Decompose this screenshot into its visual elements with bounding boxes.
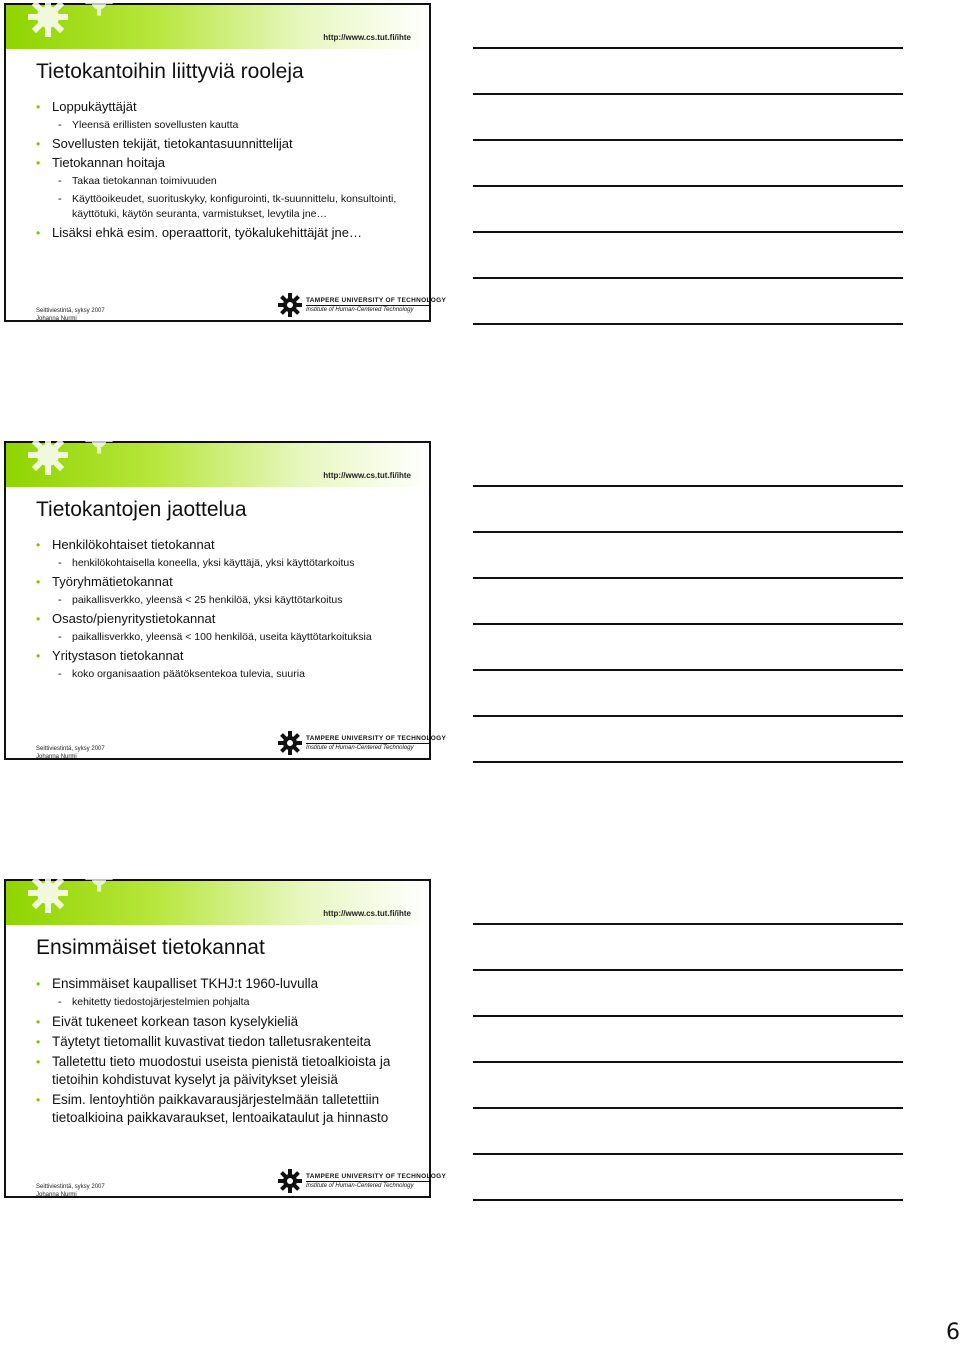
note-line: [473, 1199, 903, 1201]
slide-url: http://www.cs.tut.fi/ihte: [323, 909, 411, 918]
tut-logo-institute: Institute of Human-Centered Technology: [306, 745, 414, 751]
gear-decoration-icon: [26, 433, 70, 477]
slide-footer: [36, 307, 105, 323]
bullet-level-2: - paikallisverkko, yleensä < 100 henkilöä, useita käyttötarkoituksia: [36, 630, 417, 645]
note-line: [473, 669, 903, 671]
slide-title: Ensimmäiset tietokannat: [36, 936, 265, 959]
bullet-level-2: - koko organisaation päätöksentekoa tulevia, suuria: [36, 667, 417, 682]
bullet-level-1: • Tietokannan hoitaja: [36, 155, 417, 171]
note-line: [473, 139, 903, 141]
page-number: 6: [946, 1320, 960, 1345]
bullet-list: [36, 975, 417, 1129]
logo-divider: [306, 743, 430, 744]
bullet-level-1: • Eivät tukeneet korkean tason kyselykieliä: [36, 1013, 417, 1031]
footer-course: Seittiviestintä, syksy 2007: [36, 308, 105, 314]
note-line: [473, 577, 903, 579]
bullet-list: [36, 537, 417, 685]
bullet-level-2: - Takaa tietokannan toimivuuden: [36, 174, 417, 189]
note-line: [473, 715, 903, 717]
bullet-level-2: - paikallisverkko, yleensä < 25 henkilöä, yksi käyttötarkoitus: [36, 593, 417, 608]
note-line: [473, 969, 903, 971]
bullet-level-1: • Työryhmätietokannat: [36, 574, 417, 590]
bullet-level-1: • Esim. lentoyhtiön paikkavarausjärjestelmään talletettiin tietoalkioina paikkavaraukset, lentoaikataulut ja hinnasto: [36, 1091, 417, 1127]
note-line: [473, 531, 903, 533]
tut-logo-name: TAMPERE UNIVERSITY OF TECHNOLOGY: [306, 1173, 447, 1180]
slide-footer: [36, 745, 105, 761]
tut-logo: [278, 731, 447, 757]
bullet-level-2: - Yleensä erillisten sovellusten kautta: [36, 118, 417, 133]
gear-decoration-icon: [84, 425, 114, 455]
slide-footer: [36, 1183, 105, 1199]
footer-course: Seittiviestintä, syksy 2007: [36, 746, 105, 752]
bullet-level-2: - henkilökohtaisella koneella, yksi käyttäjä, yksi käyttötarkoitus: [36, 556, 417, 571]
tut-logo-institute: Institute of Human-Centered Technology: [306, 1183, 414, 1189]
bullet-list: [36, 99, 417, 244]
logo-divider: [306, 1181, 430, 1182]
bullet-level-1: • Sovellusten tekijät, tietokantasuunnittelijat: [36, 136, 417, 152]
bullet-level-2: - kehitetty tiedostojärjestelmien pohjalta: [36, 995, 417, 1010]
slide-url: http://www.cs.tut.fi/ihte: [323, 471, 411, 480]
bullet-level-2: - Käyttöoikeudet, suorituskyky, konfigurointi, tk-suunnittelu, konsultointi, käyttötuki, käytön seuranta, varmistukset, levytila jne…: [36, 192, 417, 222]
slide-title: Tietokantojen jaottelua: [36, 498, 247, 521]
slide-1: [4, 3, 447, 322]
slide-title: Tietokantoihin liittyviä rooleja: [36, 60, 304, 83]
tut-logo: [278, 1169, 447, 1195]
gear-decoration-icon: [84, 863, 114, 893]
slide-2: [4, 441, 447, 760]
footer-author: Johanna Nurmi: [36, 754, 77, 760]
bullet-level-1: • Lisäksi ehkä esim. operaattorit, työkalukehittäjät jne…: [36, 225, 417, 241]
note-line: [473, 485, 903, 487]
note-line: [473, 1015, 903, 1017]
note-line: [473, 185, 903, 187]
note-line: [473, 1061, 903, 1063]
note-line: [473, 1107, 903, 1109]
tut-logo-name: TAMPERE UNIVERSITY OF TECHNOLOGY: [306, 735, 447, 742]
tut-gear-icon: [278, 731, 302, 755]
tut-gear-icon: [278, 1169, 302, 1193]
note-line: [473, 623, 903, 625]
bullet-level-1: • Osasto/pienyritystietokannat: [36, 611, 417, 627]
footer-author: Johanna Nurmi: [36, 316, 77, 322]
note-line: [473, 47, 903, 49]
tut-logo: [278, 293, 447, 319]
tut-gear-icon: [278, 293, 302, 317]
note-line: [473, 1153, 903, 1155]
gear-decoration-icon: [26, 0, 70, 39]
note-line: [473, 761, 903, 763]
tut-logo-institute: Institute of Human-Centered Technology: [306, 307, 414, 313]
note-line: [473, 923, 903, 925]
bullet-level-1: • Talletettu tieto muodostui useista pienistä tietoalkioista ja tietoihin kohdistuvat kyselyt ja päivitykset yleisiä: [36, 1053, 417, 1089]
bullet-level-1: • Ensimmäiset kaupalliset TKHJ:t 1960-luvulla: [36, 975, 417, 993]
bullet-level-1: • Loppukäyttäjät: [36, 99, 417, 115]
bullet-level-1: • Henkilökohtaiset tietokannat: [36, 537, 417, 553]
slide-3: [4, 879, 447, 1198]
slide-url: http://www.cs.tut.fi/ihte: [323, 33, 411, 42]
note-line: [473, 231, 903, 233]
footer-course: Seittiviestintä, syksy 2007: [36, 1184, 105, 1190]
note-line: [473, 277, 903, 279]
note-line: [473, 93, 903, 95]
bullet-level-1: • Täytetyt tietomallit kuvastivat tiedon talletusrakenteita: [36, 1033, 417, 1051]
bullet-level-1: • Yritystason tietokannat: [36, 648, 417, 664]
gear-decoration-icon: [84, 0, 114, 17]
gear-decoration-icon: [26, 871, 70, 915]
tut-logo-name: TAMPERE UNIVERSITY OF TECHNOLOGY: [306, 297, 447, 304]
logo-divider: [306, 305, 430, 306]
footer-author: Johanna Nurmi: [36, 1192, 77, 1198]
note-line: [473, 323, 903, 325]
